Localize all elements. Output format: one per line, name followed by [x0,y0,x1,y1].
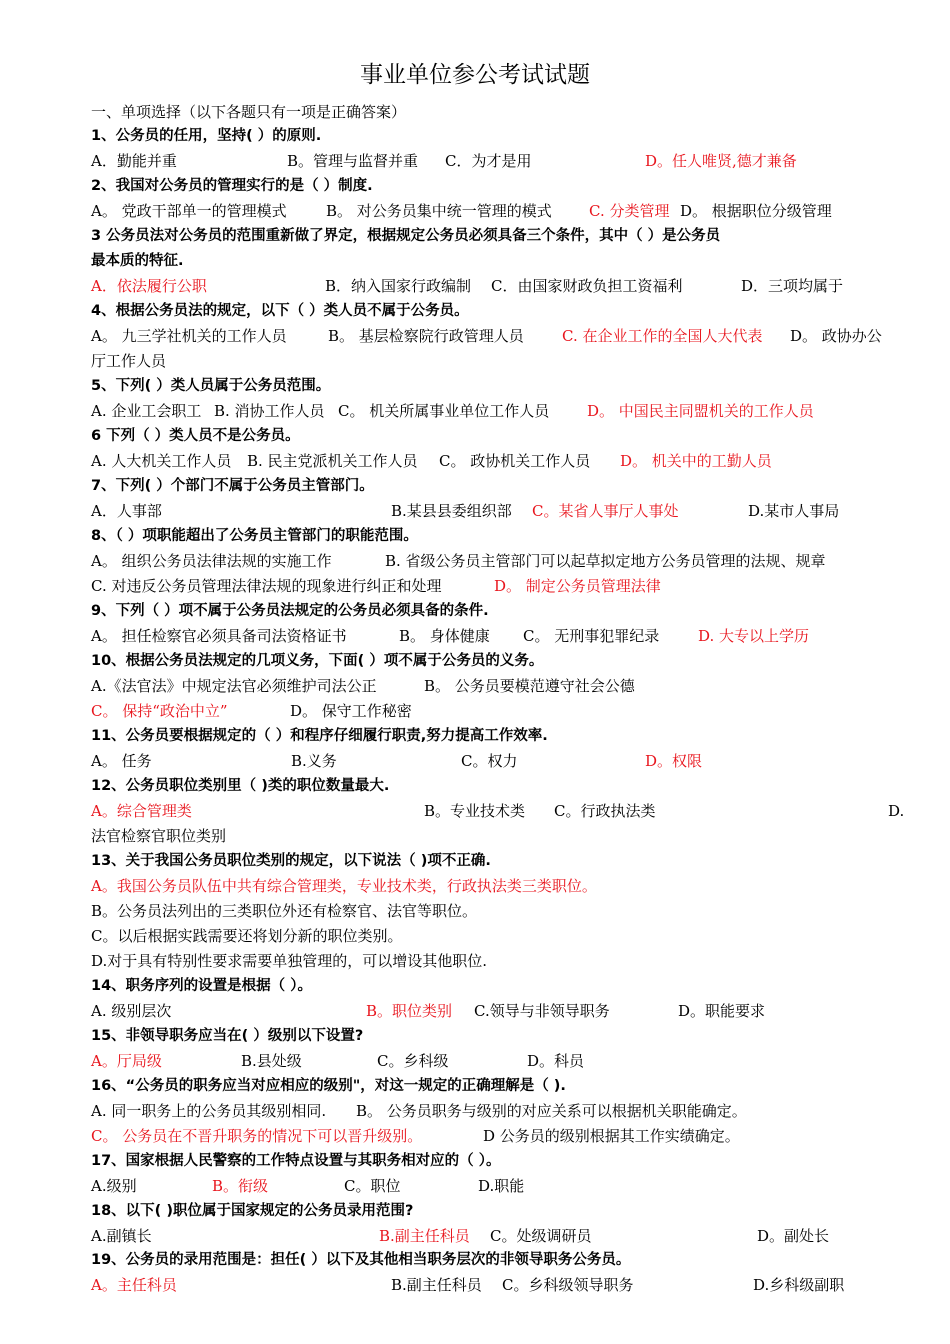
option-b: B。 对公务员集中统一管理的模式 [326,202,552,220]
option-b: B. 消协工作人员 [214,402,325,420]
option-a: A. 人大机关工作人员 [91,452,232,470]
question-8: 8、（ ）项职能超出了公务员主管部门的职能范围。 [91,528,418,544]
option-d: D.职能 [478,1177,525,1195]
option-b: B.县处级 [241,1052,302,1070]
option-c: C．由国家财政负担工资福利 [491,277,683,295]
option-a: A.《法官法》中规定法官必须维护司法公正 [91,677,377,695]
option-d: D。 根据职位分级管理 [680,202,832,220]
option-c: C。以后根据实践需要还将划分新的职位类别。 [91,927,403,945]
option-b: B。 基层检察院行政管理人员 [328,327,524,345]
option-a-correct: A。厅局级 [91,1052,162,1070]
option-b: B. 民主党派机关工作人员 [247,452,418,470]
option-d: D。副处长 [757,1227,830,1245]
option-d: D。 政协办公 [790,327,882,345]
question-15: 15、非领导职务应当在( ）级别以下设置? [91,1028,364,1044]
option-d-correct: D。 制定公务员管理法律 [494,577,661,595]
option-a: A。 组织公务员法律法规的实施工作 [91,552,332,570]
question-4: 4、根据公务员法的规定，以下（ ）类人员不属于公务员。 [91,303,469,319]
option-d-correct: D。 机关中的工勤人员 [620,452,772,470]
option-d: D。科员 [527,1052,585,1070]
option-c-correct: C。 公务员在不晋升职务的情况下可以晋升级别。 [91,1127,423,1145]
option-c: C。乡科级 [377,1052,449,1070]
option-c-correct: C. 在企业工作的全国人大代表 [562,327,763,345]
section-heading: 一、单项选择（以下各题只有一项是正确答案） [91,103,407,121]
option-d-correct: D。 中国民主同盟机关的工作人员 [587,402,814,420]
option-c-correct: C. 分类管理 [589,202,670,220]
option-a: A．人事部 [91,502,162,520]
option-c: C.领导与非领导职务 [474,1002,610,1020]
option-a: A．勤能并重 [91,152,177,170]
option-c: C．为才是用 [445,152,532,170]
page-title: 事业单位参公考试试题 [360,62,590,88]
option-c: C。权力 [461,752,518,770]
question-12: 12、公务员职位类别里（ )类的职位数量最大. [91,778,390,794]
option-b: B。 身体健康 [399,627,490,645]
question-6: 6 下列（ ）类人员不是公务员。 [91,428,300,444]
option-b: B.某县县委组织部 [391,502,512,520]
option-c: C。 政协机关工作人员 [439,452,591,470]
option-a: A.副镇长 [91,1227,152,1245]
answers-4-cont: 厅工作人员 [91,352,167,370]
answers-12-cont: 法官检察官职位类别 [91,827,227,845]
option-d: D．三项均属于 [741,277,844,295]
question-16: 16、“公务员的职务应当对应相应的级别"，对这一规定的正确理解是（ ). [91,1078,566,1094]
question-5: 5、下列( ）类人员属于公务员范围。 [91,378,331,394]
option-a: A。 担任检察官必须具备司法资格证书 [91,627,347,645]
option-b: B。 公务员职务与级别的对应关系可以根据机关职能确定。 [356,1102,747,1120]
option-b: B．纳入国家行政编制 [325,277,472,295]
option-b: B。管理与监督并重 [287,152,419,170]
option-d: D.某市人事局 [748,502,840,520]
question-3-cont: 最本质的特征. [91,253,184,269]
option-c: C。职位 [344,1177,401,1195]
question-17: 17、国家根据人民警察的工作特点设置与其职务相对应的（ ）。 [91,1153,501,1169]
option-c: C。乡科级领导职务 [502,1276,634,1294]
question-10: 10、根据公务员法规定的几项义务，下面( ）项不属于公务员的义务。 [91,653,544,669]
option-c: C。 机关所属事业单位工作人员 [338,402,550,420]
option-b: B.义务 [291,752,337,770]
option-a: A. 企业工会职工 [91,402,202,420]
option-a-correct: A．依法履行公职 [91,277,207,295]
option-a: A。 任务 [91,752,152,770]
question-13: 13、关于我国公务员职位类别的规定，以下说法（ )项不正确. [91,853,491,869]
question-14: 14、职务序列的设置是根据（ ）。 [91,978,312,994]
option-d: D.乡科级副职 [753,1276,845,1294]
question-7: 7、下列( ）个部门不属于公务员主管部门。 [91,478,374,494]
option-a: A。 九三学社机关的工作人员 [91,327,287,345]
question-18: 18、以下( )职位属于国家规定的公务员录用范围? [91,1203,414,1219]
option-d-correct: D。权限 [645,752,703,770]
option-c: C。行政执法类 [554,802,656,820]
option-c: C. 对违反公务员管理法律法规的现象进行纠正和处理 [91,577,442,595]
option-d: D。职能要求 [678,1002,766,1020]
option-a-correct: A。我国公务员队伍中共有综合管理类，专业技术类，行政执法类三类职位。 [91,877,597,895]
option-b-correct: B。衔级 [212,1177,269,1195]
question-19: 19、公务员的录用范围是：担任( ）以下及其他相当职务层次的非领导职务公务员。 [91,1252,631,1268]
option-d-correct: D. 大专以上学历 [698,627,810,645]
question-1: 1、公务员的任用，坚持( ）的原则. [91,128,322,144]
option-b-correct: B.副主任科员 [379,1227,470,1245]
option-b: B。公务员法列出的三类职位外还有检察官、法官等职位。 [91,902,478,920]
option-a-correct: A。主任科员 [91,1276,177,1294]
option-d-correct: D。任人唯贤,德才兼备 [645,152,797,170]
option-b-correct: B。职位类别 [366,1002,453,1020]
option-b: B. 省级公务员主管部门可以起草拟定地方公务员管理的法规、规章 [385,552,826,570]
option-d: D.对于具有特别性要求需要单独管理的，可以增设其他职位. [91,952,488,970]
option-a-correct: A。综合管理类 [91,802,192,820]
option-d: D 公务员的级别根据其工作实绩确定。 [483,1127,740,1145]
option-b: B。 公务员要模范遵守社会公德 [424,677,635,695]
option-c-correct: C。 保持“政治中立” [91,702,228,720]
question-9: 9、下列（ ）项不属于公务员法规定的公务员必须具备的条件. [91,603,489,619]
option-a: A. 同一职务上的公务员其级别相同. [91,1102,327,1120]
option-c: C。 无刑事犯罪纪录 [523,627,660,645]
option-d: D. [888,802,905,820]
question-2: 2、我国对公务员的管理实行的是（ ）制度. [91,178,373,194]
option-b: B。专业技术类 [424,802,526,820]
option-c-correct: C。某省人事厅人事处 [532,502,679,520]
option-a: A。 党政干部单一的管理模式 [91,202,287,220]
question-3: 3 公务员法对公务员的范围重新做了界定，根据规定公务员必须具备三个条件，其中（ ）是公务员 [91,228,721,244]
option-a: A. 级别层次 [91,1002,172,1020]
option-a: A.级别 [91,1177,137,1195]
option-b: B.副主任科员 [391,1276,482,1294]
option-d: D。 保守工作秘密 [290,702,412,720]
question-11: 11、公务员要根据规定的（ ）和程序仔细履行职责,努力提高工作效率. [91,728,548,744]
option-c: C。处级调研员 [490,1227,592,1245]
